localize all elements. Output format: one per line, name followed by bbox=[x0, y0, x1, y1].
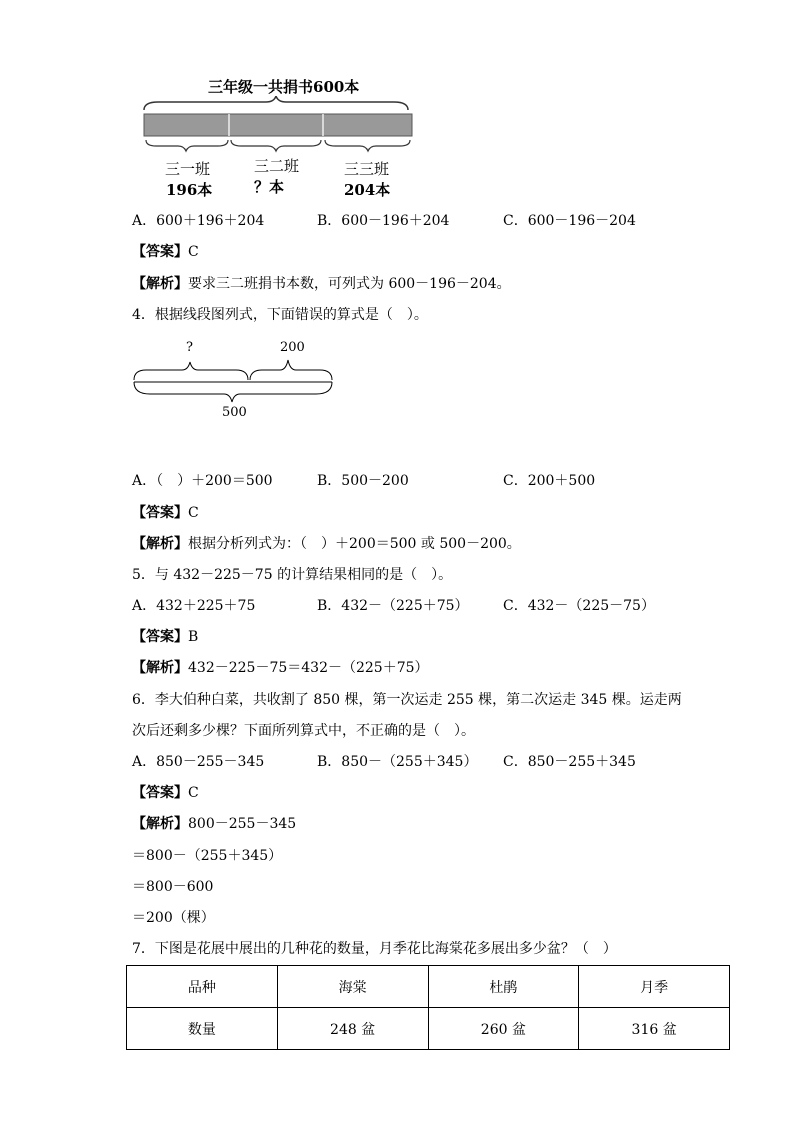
class2-name: 三二班 bbox=[254, 157, 300, 175]
brace-part bbox=[250, 360, 332, 380]
q4-answer bbox=[132, 504, 199, 522]
q5-answer bbox=[132, 628, 198, 646]
q5-question: 5．与 432－225－75 的计算结果相同的是（ ）。 bbox=[132, 567, 453, 583]
brace-total bbox=[134, 382, 332, 402]
table-cell: 杜鹃 bbox=[428, 966, 579, 1008]
table-cell: 316 盆 bbox=[579, 1008, 730, 1050]
q4-option-b: B．500－200 bbox=[317, 473, 409, 489]
q5-analysis bbox=[132, 659, 429, 677]
brace-class2 bbox=[231, 140, 321, 151]
q3-answer bbox=[132, 243, 199, 261]
analysis-text: 要求三二班捐书本数，可列式为 600－196－204。 bbox=[188, 276, 511, 292]
q6-step: ＝800－600 bbox=[132, 879, 214, 895]
figure-total-label: 三年级一共捐书600本 bbox=[208, 78, 360, 96]
table-row bbox=[127, 966, 730, 1008]
class1-name: 三一班 bbox=[165, 160, 211, 178]
table-cell: 品种 bbox=[127, 966, 278, 1008]
q3-option-b: B．600－196＋204 bbox=[317, 213, 450, 229]
table-cell: 月季 bbox=[579, 966, 730, 1008]
class3-value: 204本 bbox=[344, 181, 391, 199]
answer-label: 【答案】 bbox=[132, 244, 188, 260]
analysis-label: 【解析】 bbox=[132, 536, 188, 552]
q6-question-line1: 6．李大伯种白菜，共收割了 850 棵，第一次运走 255 棵，第二次运走 345 棵。运走两 bbox=[132, 692, 682, 708]
answer-label: 【答案】 bbox=[132, 629, 188, 645]
brace-unknown bbox=[134, 362, 248, 380]
class1-value: 196本 bbox=[166, 181, 213, 199]
q6-option-b: B．850－（255＋345） bbox=[317, 754, 478, 770]
q6-step: ＝800－（255＋345） bbox=[132, 848, 283, 864]
analysis-label: 【解析】 bbox=[132, 660, 188, 676]
analysis-label: 【解析】 bbox=[132, 816, 188, 832]
answer-value: C bbox=[188, 785, 199, 801]
analysis-text: 800－255－345 bbox=[188, 816, 297, 832]
q3-option-a: A．600＋196＋204 bbox=[132, 213, 265, 229]
q5-option-b: B．432－（225＋75） bbox=[317, 598, 469, 614]
analysis-label: 【解析】 bbox=[132, 276, 188, 292]
answer-value: B bbox=[188, 629, 199, 645]
q6-question-line2: 次后还剩多少棵？下面所列算式中，不正确的是（ ）。 bbox=[132, 723, 475, 739]
q7-question: 7．下图是花展中展出的几种花的数量，月季花比海棠花多展出多少盆？（ ） bbox=[132, 941, 617, 957]
table-cell: 248 盆 bbox=[277, 1008, 428, 1050]
fig-part-label: 200 bbox=[280, 340, 305, 355]
q4-option-c: C．200＋500 bbox=[503, 473, 596, 489]
analysis-text: 432－225－75＝432－（225＋75） bbox=[188, 660, 429, 676]
q6-answer bbox=[132, 784, 199, 802]
brace-class1 bbox=[146, 140, 228, 151]
q6-analysis bbox=[132, 815, 296, 833]
fig-total-label: 500 bbox=[222, 405, 247, 420]
table-row bbox=[127, 1008, 730, 1050]
segment-line-diagram bbox=[130, 354, 336, 404]
flower-count-table bbox=[126, 965, 730, 1050]
total-bar bbox=[144, 114, 412, 136]
q5-option-a: A．432＋225＋75 bbox=[132, 598, 256, 614]
answer-value: C bbox=[188, 505, 199, 521]
table-cell: 260 盆 bbox=[428, 1008, 579, 1050]
answer-label: 【答案】 bbox=[132, 785, 188, 801]
q5-option-c: C．432－（225－75） bbox=[503, 598, 655, 614]
q6-option-c: C．850－255＋345 bbox=[503, 754, 636, 770]
table-cell: 数量 bbox=[127, 1008, 278, 1050]
class2-value: ？本 bbox=[254, 178, 285, 196]
q3-option-c: C．600－196－204 bbox=[503, 213, 636, 229]
analysis-text: 根据分析列式为：（ ）＋200＝500 或 500－200。 bbox=[188, 536, 521, 552]
top-brace bbox=[144, 96, 408, 110]
class3-name: 三三班 bbox=[344, 160, 390, 178]
fig-unknown-label: ? bbox=[186, 340, 193, 355]
brace-class3 bbox=[325, 140, 410, 151]
q3-analysis bbox=[132, 275, 511, 293]
segment-bar-diagram bbox=[138, 96, 420, 156]
q6-step: ＝200（棵） bbox=[132, 910, 215, 926]
q4-question: 4．根据线段图列式，下面错误的算式是（ ）。 bbox=[132, 307, 428, 323]
answer-label: 【答案】 bbox=[132, 505, 188, 521]
table-cell: 海棠 bbox=[277, 966, 428, 1008]
q6-option-a: A．850－255－345 bbox=[132, 754, 265, 770]
answer-value: C bbox=[188, 244, 199, 260]
q4-analysis bbox=[132, 535, 521, 553]
q4-option-a: A．（ ）＋200＝500 bbox=[132, 473, 273, 489]
